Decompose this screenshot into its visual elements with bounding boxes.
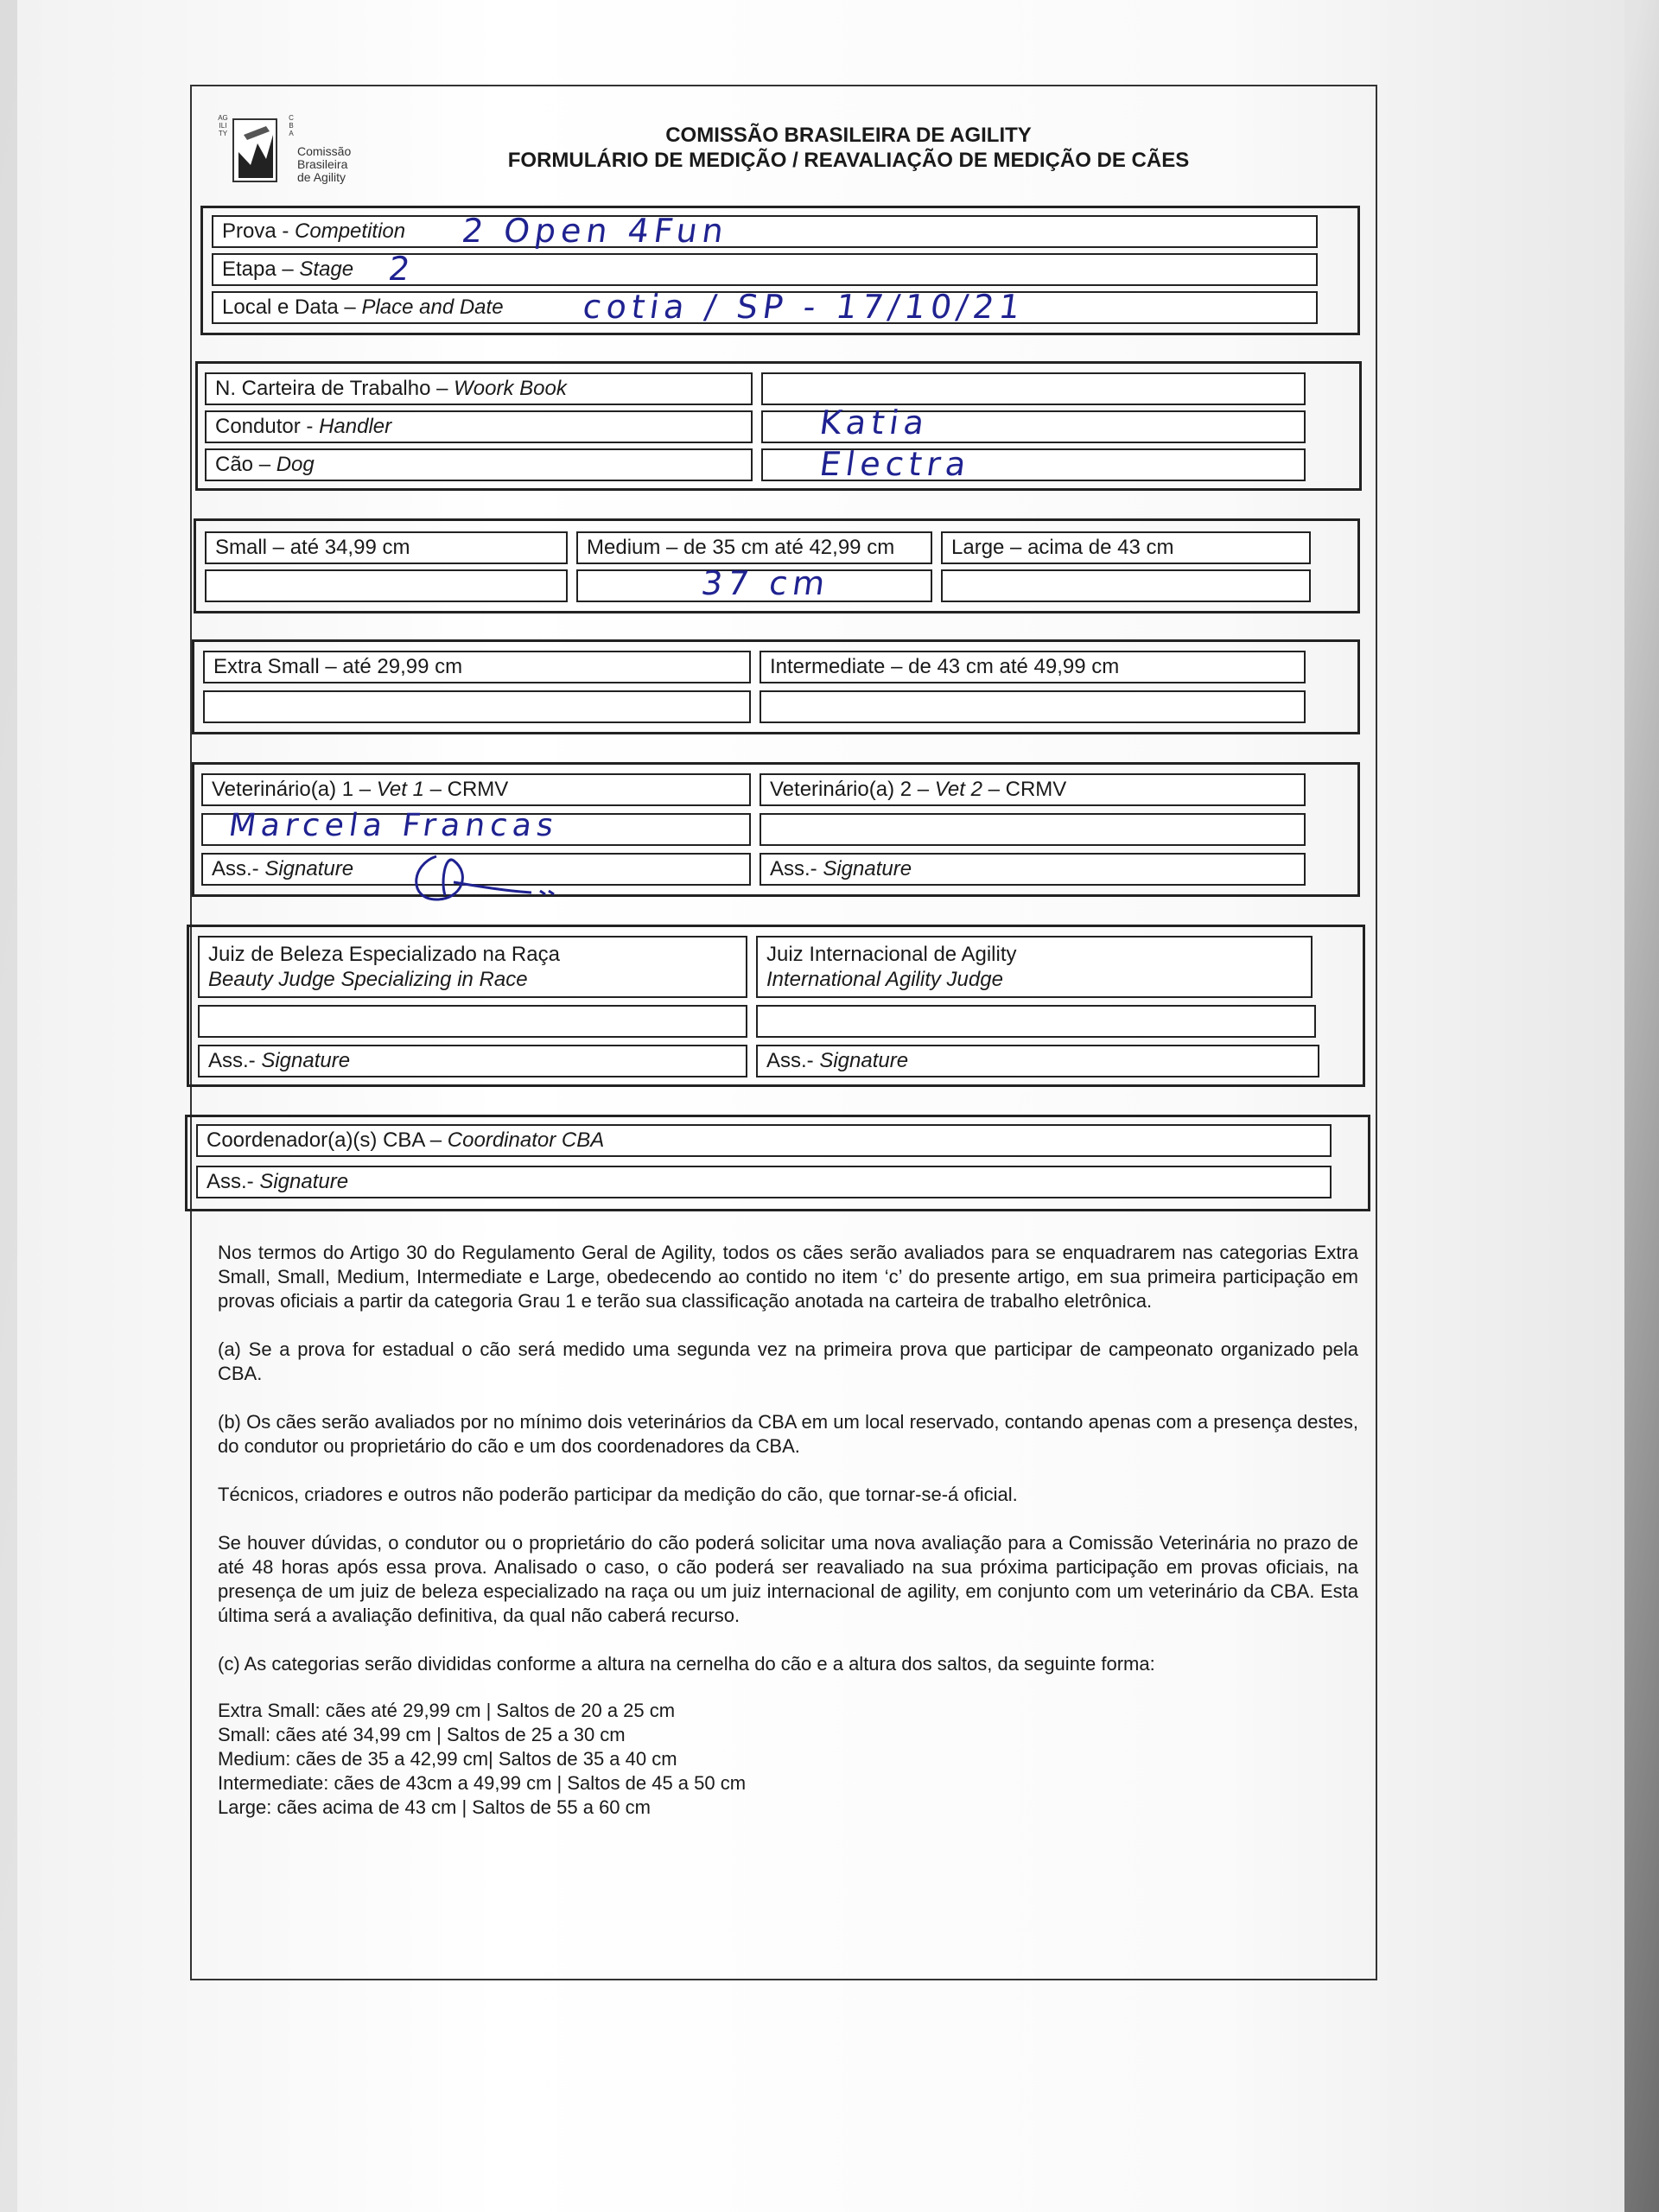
stage-field[interactable] (212, 253, 1318, 286)
dog-label-pt: Cão – (215, 453, 276, 476)
intl-judge-label (756, 936, 1313, 998)
stage-label-en: Stage (299, 257, 354, 281)
page-title (416, 123, 1281, 173)
list-item: Extra Small: cães até 29,99 cm | Saltos de 20 a 25 cm (218, 1700, 676, 1721)
small-label: Small – até 34,99 cm (205, 531, 568, 564)
vet2-label-pt: Veterinário(a) 2 – (770, 778, 935, 801)
rules-technicians: Técnicos, criadores e outros não poderão participar da medição do cão, que tornar-se-á oficial. (218, 1484, 1018, 1505)
veterinarians-group (192, 762, 1360, 897)
workbook-input[interactable] (761, 372, 1306, 405)
vet2-signature-field[interactable] (760, 853, 1306, 886)
dog-label-en: Dog (276, 453, 315, 476)
measurement-form (190, 85, 1377, 1980)
logo-wordmark (297, 145, 351, 184)
judges-group (187, 925, 1365, 1087)
vet1-handwritten-name: Marcela Francas (226, 808, 561, 843)
intl-judge-name-input[interactable] (756, 1005, 1316, 1038)
vet2-label (760, 773, 1306, 806)
intl-judge-label-en: International Agility Judge (766, 968, 1003, 991)
vet1-signature-scribble (402, 848, 575, 908)
competition-field[interactable] (212, 215, 1318, 248)
workbook-label (205, 372, 753, 405)
intl-sig-label-pt: Ass.- (766, 1049, 820, 1072)
intermediate-input[interactable] (760, 690, 1306, 723)
handler-label-pt: Condutor - (215, 415, 320, 438)
rules-intro: Nos termos do Artigo 30 do Regulamento Geral de Agility, todos os cães serão avaliados para se enquadrarem nas categorias Extra Small, Small, Medium, Intermediate e Large, obedecendo ao contido no item ‘c’ do presente artigo, em sua primeira participação em provas oficiais a partir da categoria Grau 1 e terão sua classificação anotada na carteira de trabalho eletrônica. (218, 1242, 1358, 1312)
event-group (200, 206, 1360, 335)
competition-label-en: Competition (295, 219, 406, 243)
stage-label: Etapa – (222, 257, 300, 281)
vet1-label (201, 773, 751, 806)
rules-item-c: (c) As categorias serão divididas conforme a altura na cernelha do cão e a altura dos saltos, da seguinte forma: (218, 1653, 1155, 1675)
beauty-judge-signature-field[interactable] (198, 1045, 747, 1077)
beauty-judge-name-input[interactable] (198, 1005, 747, 1038)
coordinator-field[interactable] (196, 1124, 1332, 1157)
competition-label: Prova - (222, 219, 296, 243)
agility-dog-logo-icon (232, 118, 290, 187)
beauty-sig-label-en: Signature (261, 1049, 351, 1072)
vet2-sig-label-pt: Ass.- (770, 857, 823, 880)
identity-group (195, 361, 1362, 491)
handler-label-en: Handler (319, 415, 392, 438)
intl-sig-label-en: Signature (819, 1049, 909, 1072)
intermediate-label: Intermediate – de 43 cm até 49,99 cm (760, 651, 1306, 683)
paper-sheet (17, 0, 1624, 2212)
logo-line-3: de Agility (297, 170, 346, 184)
list-item: Intermediate: cães de 43cm a 49,99 cm | Saltos de 45 a 50 cm (218, 1772, 747, 1794)
large-label: Large – acima de 43 cm (941, 531, 1311, 564)
place-date-label-en: Place and Date (361, 296, 504, 319)
title-line-1: COMISSÃO BRASILEIRA DE AGILITY (665, 124, 1032, 147)
place-date-handwritten-value: cotia / SP - 17/10/21 (580, 288, 1028, 326)
extra-small-label: Extra Small – até 29,99 cm (203, 651, 751, 683)
list-item: Medium: cães de 35 a 42,99 cm| Saltos de 35 a 40 cm (218, 1748, 677, 1770)
coordinator-sig-label-en: Signature (259, 1170, 349, 1193)
medium-label: Medium – de 35 cm até 42,99 cm (576, 531, 932, 564)
workbook-label-en: Woork Book (454, 377, 567, 400)
medium-handwritten-value: 37 cm (698, 564, 833, 602)
intl-judge-label-pt: Juiz Internacional de Agility (766, 943, 1017, 966)
small-input[interactable] (205, 569, 568, 602)
dog-label (205, 448, 753, 481)
coordinator-signature-field[interactable] (196, 1166, 1332, 1198)
title-line-2: FORMULÁRIO DE MEDIÇÃO / REAVALIAÇÃO DE MEDIÇÃO DE CÃES (507, 149, 1190, 172)
coordinator-label-pt: Coordenador(a)(s) CBA – (207, 1128, 448, 1152)
vet2-name-input[interactable] (760, 813, 1306, 846)
vet2-sig-label-en: Signature (823, 857, 912, 880)
vet1-sig-label-en: Signature (264, 857, 354, 880)
list-item: Large: cães acima de 43 cm | Saltos de 55 a 60 cm (218, 1796, 651, 1818)
rules-item-b: (b) Os cães serão avaliados por no mínimo dois veterinários da CBA em um local reservado, contando apenas com a presença destes, do condutor ou proprietário do cão e um dos coordenadores da CBA. (218, 1411, 1358, 1457)
vet1-label-pt: Veterinário(a) 1 – (212, 778, 377, 801)
list-item: Small: cães até 34,99 cm | Saltos de 25 a 30 cm (218, 1724, 626, 1745)
stage-handwritten-value: 2 (385, 250, 418, 288)
dog-handwritten-value: Electra (817, 445, 974, 483)
cba-logo (218, 114, 365, 192)
size-group (194, 518, 1360, 613)
rules-text (218, 1241, 1358, 1820)
large-input[interactable] (941, 569, 1311, 602)
vet1-label-en: Vet 1 (376, 778, 424, 801)
coordinator-group (185, 1115, 1370, 1211)
logo-org-vertical: CBA (289, 114, 294, 137)
coordinator-label-en: Coordinator CBA (447, 1128, 605, 1152)
size-group-2 (192, 639, 1360, 734)
category-list (218, 1699, 1358, 1820)
handler-handwritten-value: Katia (817, 404, 932, 442)
logo-line-1: Comissão (297, 144, 352, 158)
rules-item-a: (a) Se a prova for estadual o cão será medido uma segunda vez na primeira prova que participar de campeonato organizado pela CBA. (218, 1338, 1358, 1384)
handler-label (205, 410, 753, 443)
workbook-label-pt: N. Carteira de Trabalho – (215, 377, 454, 400)
place-date-label: Local e Data – (222, 296, 362, 319)
intl-judge-signature-field[interactable] (756, 1045, 1319, 1077)
coordinator-sig-label-pt: Ass.- (207, 1170, 260, 1193)
vet2-label-suffix: – CRMV (982, 778, 1067, 801)
logo-vertical-text: AGILITY (218, 114, 228, 137)
beauty-judge-label-pt: Juiz de Beleza Especializado na Raça (208, 943, 560, 966)
beauty-judge-label (198, 936, 747, 998)
beauty-sig-label-pt: Ass.- (208, 1049, 262, 1072)
logo-line-2: Brasileira (297, 157, 348, 171)
vet1-sig-label-pt: Ass.- (212, 857, 265, 880)
beauty-judge-label-en: Beauty Judge Specializing in Race (208, 968, 528, 991)
extra-small-input[interactable] (203, 690, 751, 723)
rules-doubts: Se houver dúvidas, o condutor ou o proprietário do cão poderá solicitar uma nova avaliação para a Comissão Veterinária no prazo de até 48 horas após essa prova. Analisado o caso, o cão poderá ser reavaliado na sua próxima participação em provas oficiais, na presença de um juiz de beleza especializado na raça ou um juiz internacional de agility, em conjunto com um veterinário da CBA. Esta última será a avaliação definitiva, da qual não caberá recurso. (218, 1532, 1358, 1626)
vet2-label-en: Vet 2 (934, 778, 982, 801)
competition-handwritten-value: 2 Open 4Fun (459, 212, 732, 250)
vet1-label-suffix: – CRMV (423, 778, 509, 801)
